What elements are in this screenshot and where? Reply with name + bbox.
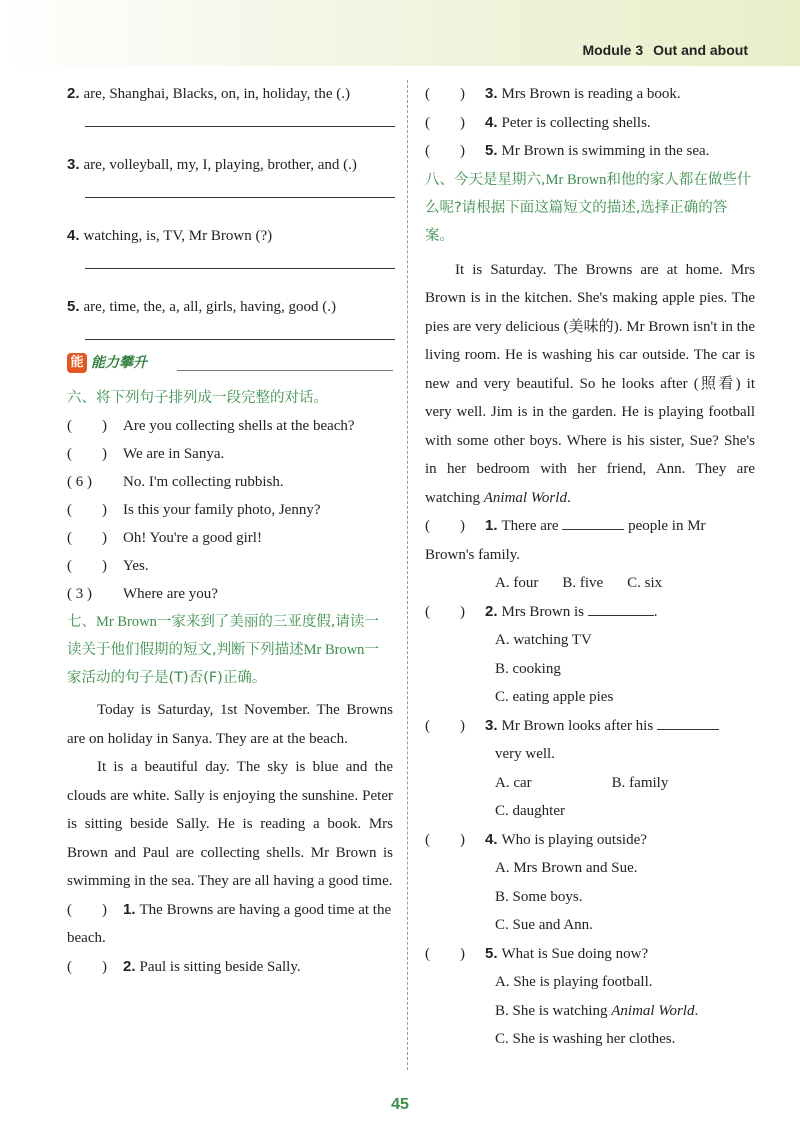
answer-paren[interactable]: ( ) [425, 831, 465, 848]
item-text: The Browns are having a good time at the beach. [67, 901, 392, 946]
option-text: . [694, 1002, 699, 1019]
page-number: 45 [391, 1096, 409, 1113]
mc-question [425, 598, 755, 712]
item-number: 1. [123, 900, 136, 918]
item-number: 3. [67, 156, 80, 173]
banner-label: 能力攀升 [91, 355, 147, 371]
module-header [582, 42, 748, 58]
item-number: 3. [485, 716, 498, 734]
item-text: Paul is sitting beside Sally. [139, 958, 301, 975]
option-a[interactable]: A. four [495, 575, 539, 591]
passage-text: It is Saturday. The Browns are at home. Mrs Brown is in the kitchen. She's making apple pies. The pies are very delicious (美味的). Mr Brown isn't in the living room. He is washing his car outside. The car is new and very beautiful. So he looks after (照看) it very well. Jim is in the garden. He is playing football with some other boys. Where is his sister, Sue? She's in her bedroom with her friend, Ann. They are watching [425, 261, 755, 506]
answer-paren[interactable]: ( ) [425, 114, 465, 131]
option-a[interactable]: A. watching TV [495, 632, 592, 648]
section-title-part: 和他的家人都在做些什么呢?请根据下面这篇短文的描述,选择正确的答案。 [425, 171, 752, 244]
module-title: Out and about [653, 42, 748, 58]
question-stem: Mrs Brown is [501, 603, 585, 620]
option-a[interactable]: A. Mrs Brown and Sue. [495, 860, 638, 876]
item-number: 2. [485, 602, 498, 620]
mc-question [425, 826, 755, 940]
item-number: 5. [485, 944, 498, 962]
list-item [67, 440, 393, 468]
passage-italic: Animal World [483, 489, 567, 506]
answer-paren[interactable]: ( ) [67, 958, 107, 975]
option-c[interactable]: C. eating apple pies [495, 689, 614, 705]
item-number: 2. [67, 85, 80, 102]
item-text: Mr Brown is swimming in the sea. [501, 143, 710, 159]
item-text: Peter is collecting shells. [501, 114, 651, 131]
item-number: 4. [485, 113, 498, 131]
item-text: Where are you? [123, 586, 218, 602]
left-column [67, 80, 393, 981]
fill-blank[interactable] [588, 615, 654, 616]
item-number: 2. [123, 957, 136, 975]
answer-line[interactable] [85, 327, 395, 340]
banner-icon: 能 [67, 353, 87, 373]
answer-paren[interactable]: ( ) [67, 530, 107, 546]
item-text: Are you collecting shells at the beach? [123, 418, 355, 434]
answer-paren[interactable]: ( ) [425, 603, 465, 620]
item-number: 1. [485, 517, 498, 534]
module-number: Module 3 [582, 42, 644, 58]
question-stem: What is Sue doing now? [501, 945, 649, 962]
right-column [425, 80, 755, 1054]
passage-paragraph: It is a beautiful day. The sky is blue and the clouds are white. Sally is enjoying the sunshine. Peter is sitting beside Sally. He is reading a book. Mrs Brown and Paul are collecting shells. Mr Brown is swimming in the sea. They are all having a good time. [67, 759, 393, 889]
option-c[interactable]: C. daughter [495, 803, 565, 819]
answer-paren[interactable]: ( ) [425, 518, 465, 534]
mc-question [425, 512, 755, 598]
item-text: are, Shanghai, Blacks, on, in, holiday, the (.) [83, 86, 350, 102]
answer-line[interactable] [85, 114, 395, 127]
option-b[interactable]: B. five [562, 575, 604, 591]
answer-paren[interactable]: ( ) [425, 717, 465, 734]
passage-text: . [566, 489, 571, 506]
item-text: Yes. [123, 558, 149, 574]
mc-question [425, 940, 755, 1054]
section-6-title: 六、将下列句子排列成一段完整的对话。 [67, 390, 328, 406]
item-text: No. I'm collecting rubbish. [123, 474, 284, 490]
answer-paren[interactable]: ( ) [67, 901, 107, 918]
section-title-part: 一家来到了美丽的三亚度假,请读一读关于他们假期的短文,判断下列描述 [67, 614, 379, 658]
item-text: watching, is, TV, Mr Brown (?) [83, 228, 273, 244]
item-text: Mrs Brown is reading a book. [501, 86, 681, 102]
answer-paren[interactable]: ( ) [425, 143, 465, 159]
list-item [67, 468, 393, 496]
tf-question [67, 896, 393, 953]
answer-paren[interactable]: ( 3 ) [67, 586, 92, 602]
list-item [67, 524, 393, 552]
section-7-title [67, 608, 393, 692]
section-banner [67, 352, 393, 376]
answer-paren[interactable]: ( ) [67, 446, 107, 462]
passage-paragraph [425, 256, 755, 513]
reorder-item [67, 222, 393, 269]
option-b[interactable]: B. cooking [495, 660, 561, 677]
question-stem: There are [501, 518, 559, 534]
fill-blank[interactable] [657, 729, 719, 730]
question-stem: . [653, 603, 658, 620]
option-b[interactable] [425, 997, 755, 1026]
option-c[interactable]: C. She is washing her clothes. [495, 1031, 676, 1047]
tf-question [425, 80, 755, 109]
section-title-part: Mr Brown [96, 614, 157, 630]
option-c[interactable]: C. six [627, 575, 663, 591]
fill-blank[interactable] [562, 529, 624, 530]
option-italic: Animal World [611, 1002, 695, 1019]
tf-question [425, 109, 755, 138]
section-6-list [67, 412, 393, 608]
item-text: are, time, the, a, all, girls, having, good (.) [83, 299, 336, 315]
mc-question [425, 712, 755, 826]
question-stem: Mr Brown looks after his [501, 717, 654, 734]
list-item [67, 412, 393, 440]
reorder-item [67, 151, 393, 198]
reorder-item [67, 80, 393, 127]
answer-paren[interactable]: ( ) [425, 86, 465, 102]
answer-paren[interactable]: ( 6 ) [67, 474, 92, 490]
option-b[interactable]: B. Some boys. [495, 888, 583, 905]
answer-line[interactable] [85, 256, 395, 269]
list-item [67, 580, 393, 608]
banner-rule [177, 370, 393, 371]
list-item [67, 552, 393, 580]
tf-question [425, 137, 755, 166]
tf-question [67, 953, 393, 982]
section-title-part: Mr Brown [303, 642, 365, 658]
item-text: are, volleyball, my, I, playing, brother, and (.) [83, 157, 357, 173]
passage-paragraph: Today is Saturday, 1st November. The Browns are on holiday in Sanya. They are at the beach. [67, 702, 393, 747]
item-number: 3. [485, 85, 498, 102]
answer-paren[interactable]: ( ) [67, 502, 107, 518]
item-text: We are in Sanya. [123, 446, 225, 462]
option-a[interactable]: A. car [495, 774, 532, 791]
answer-paren[interactable]: ( ) [67, 418, 107, 434]
answer-paren[interactable]: ( ) [67, 558, 107, 574]
answer-paren[interactable]: ( ) [425, 945, 465, 962]
section-title-part: 七、 [67, 614, 96, 630]
item-number: 4. [67, 227, 80, 244]
column-divider [407, 80, 408, 1070]
answer-line[interactable] [85, 185, 395, 198]
question-stem: people in Mr Brown's family. [425, 518, 706, 563]
item-number: 5. [485, 142, 498, 159]
section-title-part: Mr Brown [545, 171, 607, 188]
item-number: 5. [67, 298, 80, 315]
question-stem: Who is playing outside? [501, 831, 647, 848]
list-item [67, 496, 393, 524]
option-b[interactable]: B. family [611, 774, 669, 791]
item-text: Is this your family photo, Jenny? [123, 502, 321, 518]
question-stem: very well. [495, 746, 555, 762]
section-title-part: 八、今天是星期六, [425, 171, 546, 188]
option-text: B. She is watching [495, 1002, 608, 1019]
item-number: 4. [485, 830, 498, 848]
section-title-part: 一家活动的句子是(T)否(F)正确。 [67, 642, 379, 686]
section-8-title [425, 166, 755, 250]
option-a[interactable]: A. She is playing football. [495, 974, 653, 990]
option-c[interactable]: C. Sue and Ann. [495, 917, 593, 933]
reorder-item [67, 293, 393, 340]
item-text: Oh! You're a good girl! [123, 530, 262, 546]
